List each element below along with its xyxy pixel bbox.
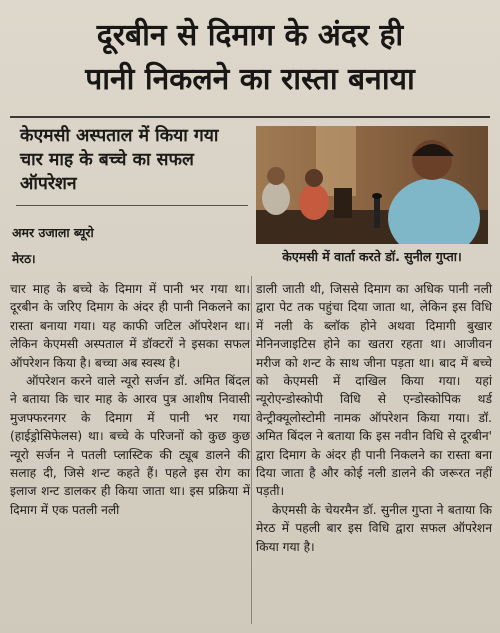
photo-caption: केएमसी में वार्ता करते डॉ. सुनील गुप्ता।: [282, 249, 462, 264]
headline-line-2: पानी निकलने का रास्ता बनाया: [85, 62, 415, 97]
dateline: मेरठ।: [12, 252, 36, 266]
paragraph: चार माह के बच्चे के दिमाग में पानी भर गया था। दूरबीन के जरिए दिमाग के अंदर ही पानी निकलने का रास्ता बनाया गया। यह काफी जटिल ऑपरेशन था। लेकिन केएमसी अस्पताल में डॉक्टरों ने इसका सफल ऑपरेशन किया है। बच्चा अब स्वस्थ है।: [10, 282, 250, 370]
column-divider: [251, 276, 252, 624]
news-photo: [256, 126, 488, 244]
article-column-left: [10, 280, 250, 519]
paragraph: केएमसी के चेयरमैन डॉ. सुनील गुप्ता ने बताया कि मेरठ में पहली बार इस विधि द्वारा सफल ऑपरेशन किया गया है।: [256, 502, 492, 554]
paragraph: ऑपरेशन करने वाले न्यूरो सर्जन डॉ. अमित बिंदल ने बताया कि चार माह के आरव पुत्र आशीष निवासी मुजफ्फरनगर के दिमाग में पानी भर गया (हाईड्रोसिफेलस) था। बच्चे के परिजनों को कुछ कुछ न्यूरो सर्जन ने पतली प्लास्टिक की ट्यूब डालने की सलाह दी, जिसे शन्ट कहते हैं। पहले इस रोग का इलाज शन्ट डालकर ही किया जाता था। इस प्रक्रिया में दिमाग में एक पतली नली: [10, 374, 250, 517]
byline: अमर उजाला ब्यूरो: [12, 225, 94, 240]
paragraph: डाली जाती थी, जिससे दिमाग का अधिक पानी नली द्वारा पेट तक पहुंचा दिया जाता था, लेकिन इस विधि में नली के ब्लॉक होने अथवा दिमागी बुखार मेनिनजाइटिस होने का खतरा रहता था। आजीवन मरीज को शन्ट के साथ जीना पड़ता था। बाद में बच्चे को केएमसी में दाखिल किया गया। यहां न्यूरोएन्डोस्कोपी विधि से एन्डोस्कोपिक थर्ड वेन्ट्रीक्यूलोस्टोमी नामक ऑपरेशन किया गया। डॉ. अमित बिंदल ने बताया कि इस नवीन विधि से दूरबीन' द्वारा दिमाग के अंदर ही पानी निकलने का रास्ता बना दिया जाता है और कोई नली डालने की जरूरत नहीं पड़ती।: [256, 282, 492, 499]
article-column-right: [256, 280, 492, 556]
headline-rule: [10, 116, 490, 118]
subheadline: केएमसी अस्पताल में किया गया चार माह के बच्चे का सफल ऑपरेशन: [20, 126, 219, 194]
headline: [0, 14, 500, 102]
press-conference-photo: [256, 126, 488, 244]
headline-line-1: दूरबीन से दिमाग के अंदर ही: [96, 18, 404, 53]
subheadline-rule: [16, 205, 248, 206]
